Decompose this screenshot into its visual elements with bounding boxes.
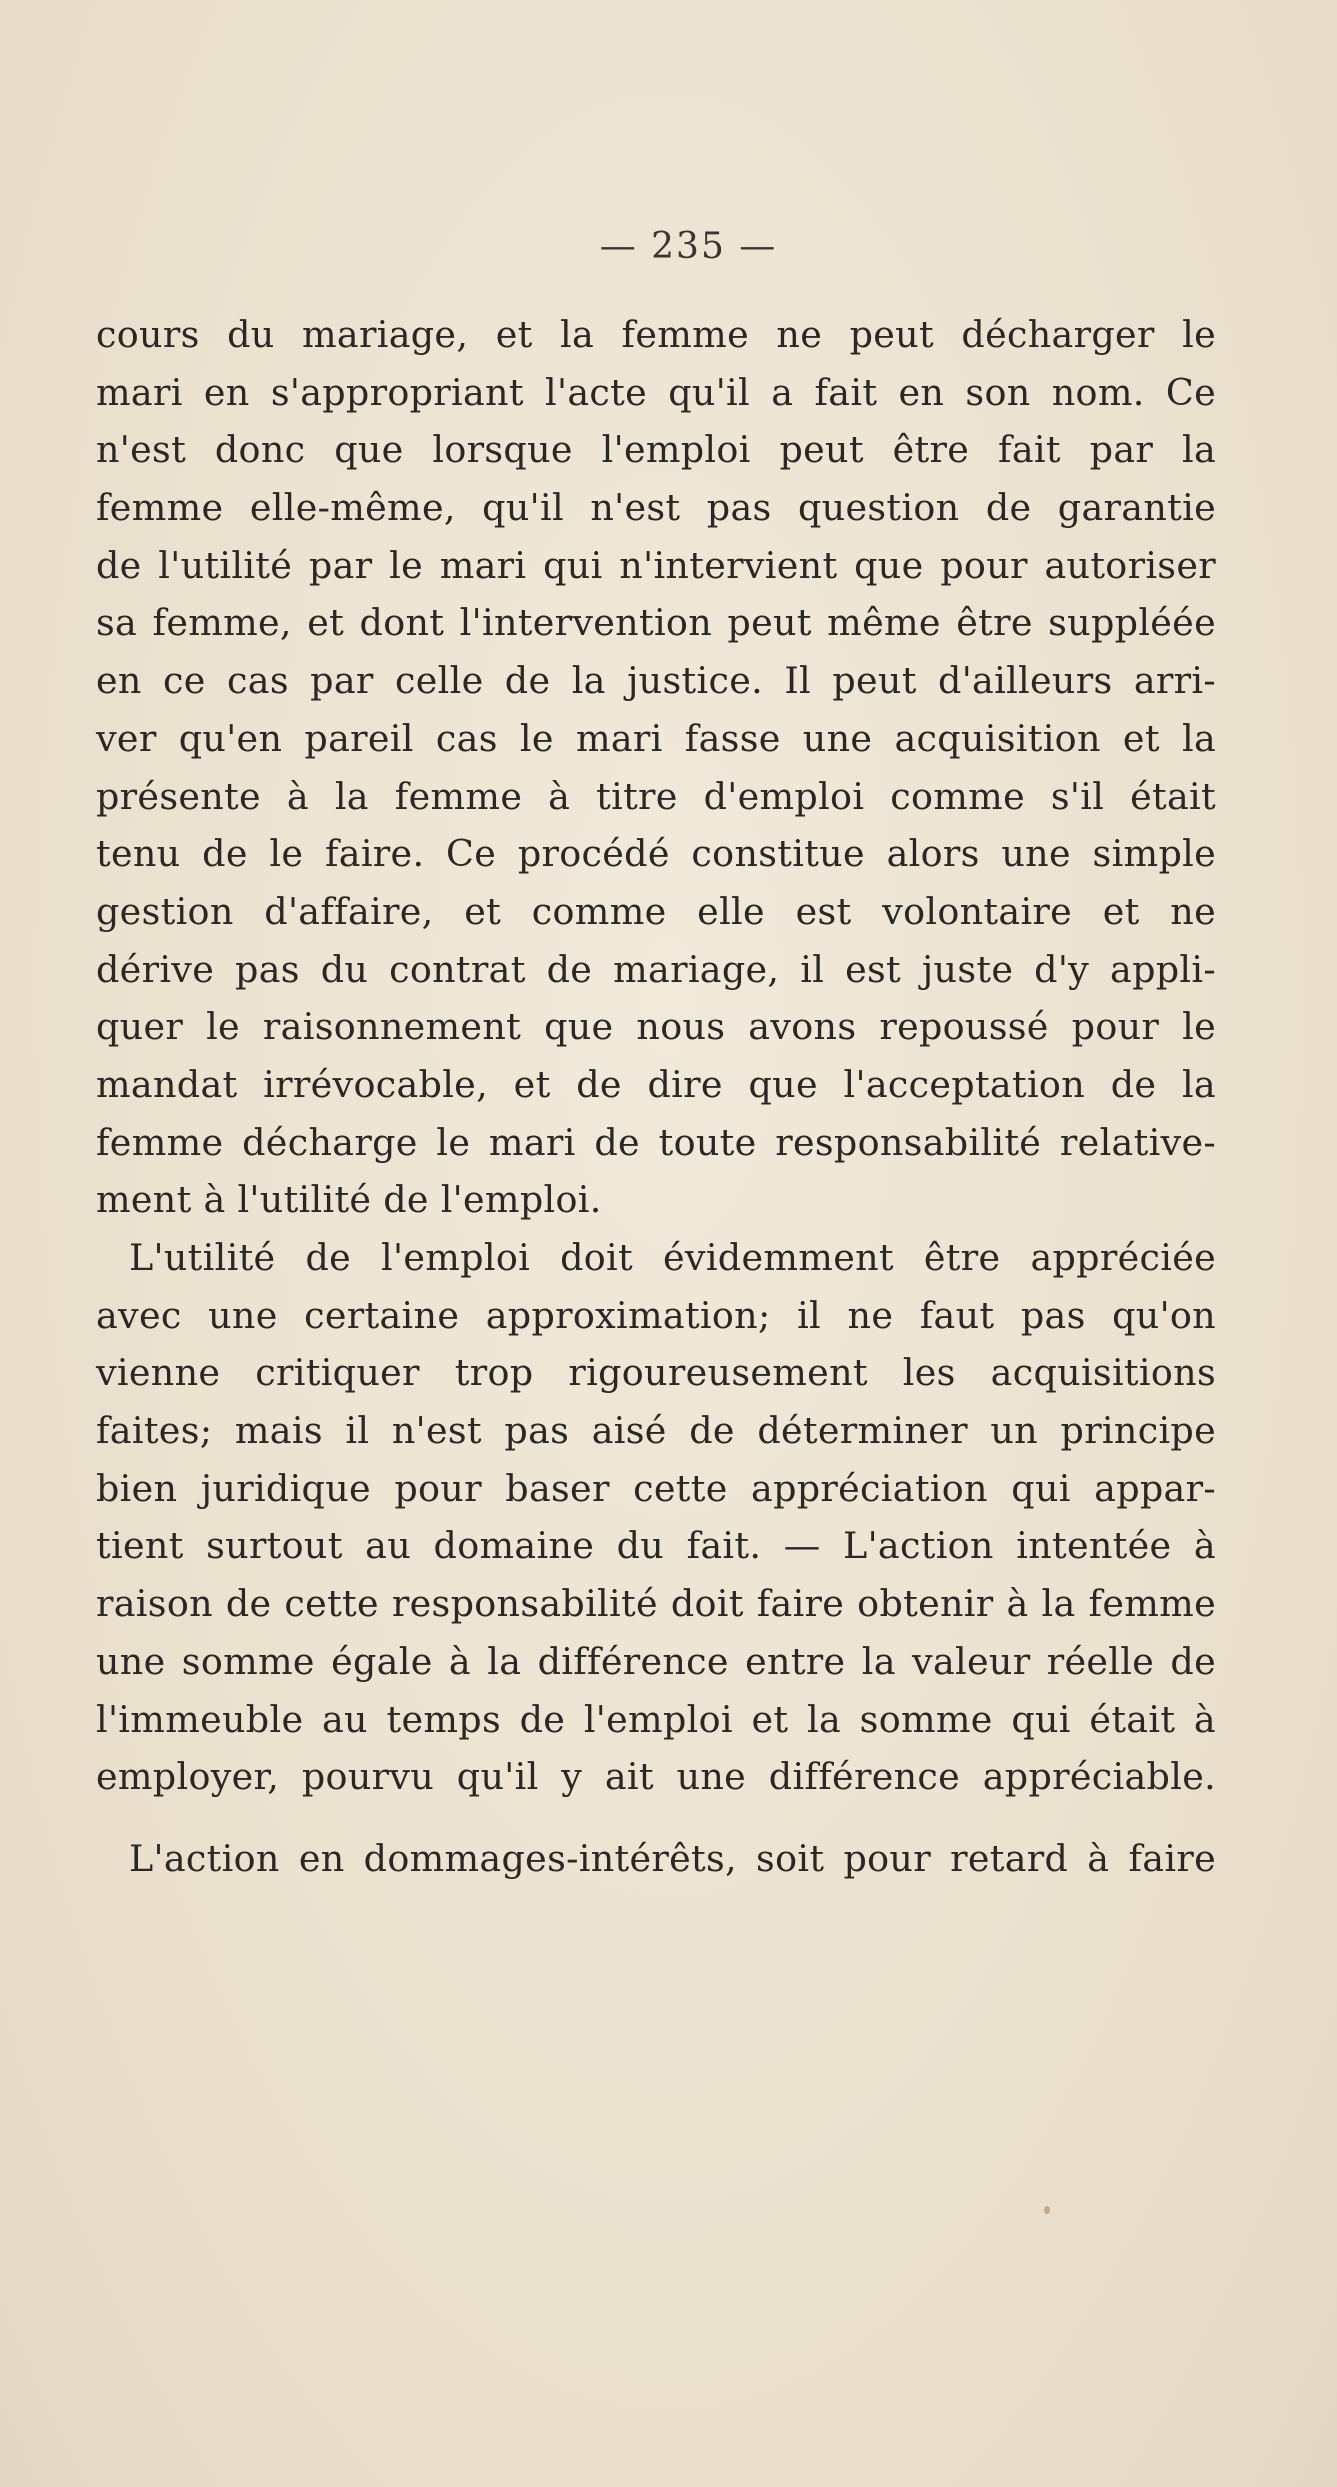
body-text bbox=[96, 306, 1216, 1888]
text-line: bien juridique pour baser cette appréciation qui appar- bbox=[96, 1466, 1216, 1510]
text-line: tient surtout au domaine du fait. — L'action intentée à bbox=[96, 1524, 1216, 1568]
text-line: de l'utilité par le mari qui n'intervient que pour autoriser bbox=[96, 543, 1216, 587]
text-line: faites; mais il n'est pas aisé de déterminer un principe bbox=[96, 1409, 1216, 1453]
text-line: sa femme, et dont l'intervention peut même être suppléée bbox=[96, 601, 1216, 645]
text-line: raison de cette responsabilité doit faire obtenir à la femme bbox=[96, 1582, 1216, 1626]
text-line: ver qu'en pareil cas le mari fasse une acquisition et la bbox=[96, 716, 1216, 760]
paragraph-3 bbox=[96, 1830, 1216, 1888]
page-number: — 235 — bbox=[599, 226, 778, 267]
paragraph-2 bbox=[96, 1229, 1216, 1806]
text-line: femme elle-même, qu'il n'est pas question de garantie bbox=[96, 486, 1216, 530]
text-line: quer le raisonnement que nous avons repoussé pour le bbox=[96, 1005, 1216, 1049]
text-line: mandat irrévocable, et de dire que l'acceptation de la bbox=[96, 1062, 1216, 1106]
text-line: gestion d'affaire, et comme elle est volontaire et ne bbox=[96, 889, 1216, 933]
text-line: L'action en dommages-intérêts, soit pour retard à faire bbox=[129, 1836, 1216, 1880]
text-line: ment à l'utilité de l'emploi. bbox=[96, 1178, 602, 1222]
text-line: présente à la femme à titre d'emploi comme s'il était bbox=[96, 774, 1216, 818]
paragraph-spacer bbox=[96, 1806, 1216, 1830]
text-line: femme décharge le mari de toute responsabilité relative- bbox=[96, 1120, 1216, 1164]
text-line: en ce cas par celle de la justice. Il peut d'ailleurs arri- bbox=[96, 659, 1216, 703]
paper-speck bbox=[1044, 2206, 1050, 2214]
text-line: mari en s'appropriant l'acte qu'il a fait en son nom. Ce bbox=[96, 370, 1216, 414]
text-line: avec une certaine approximation; il ne faut pas qu'on bbox=[96, 1293, 1216, 1337]
text-line: tenu de le faire. Ce procédé constitue alors une simple bbox=[96, 832, 1216, 876]
paragraph-1 bbox=[96, 306, 1216, 1229]
text-line: employer, pourvu qu'il y ait une différence appréciable. bbox=[96, 1755, 1216, 1799]
text-line: vienne critiquer trop rigoureusement les acquisitions bbox=[96, 1351, 1216, 1395]
text-line: l'immeuble au temps de l'emploi et la somme qui était à bbox=[96, 1697, 1216, 1741]
text-line: dérive pas du contrat de mariage, il est juste d'y appli- bbox=[96, 947, 1216, 991]
text-line: cours du mariage, et la femme ne peut décharger le bbox=[96, 313, 1216, 356]
text-line: une somme égale à la différence entre la valeur réelle de bbox=[96, 1639, 1216, 1683]
text-line: L'utilité de l'emploi doit évidemment être appréciée bbox=[129, 1236, 1216, 1279]
text-line: n'est donc que lorsque l'emploi peut être fait par la bbox=[96, 428, 1216, 472]
